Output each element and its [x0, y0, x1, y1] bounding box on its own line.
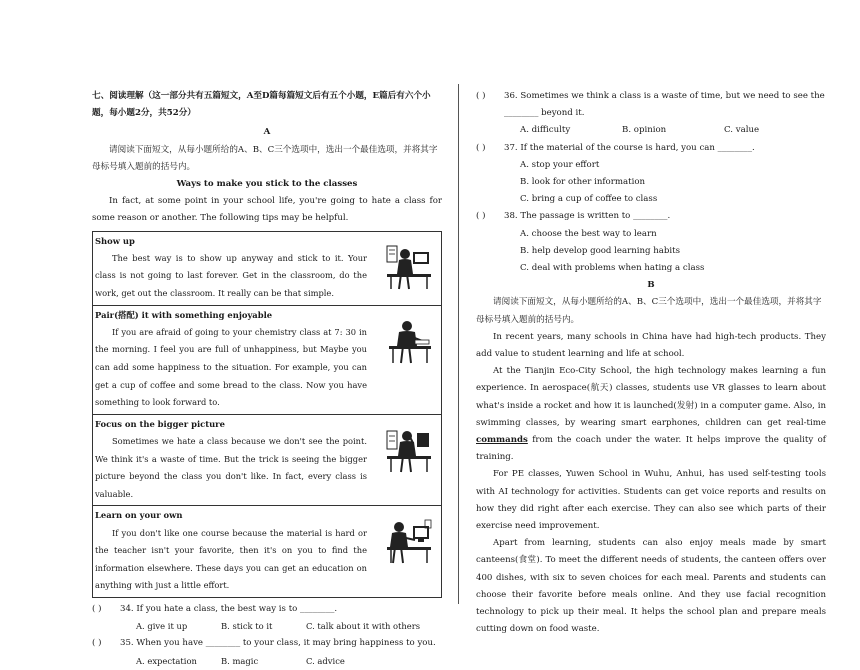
option-a: A. give it up — [136, 621, 188, 632]
passage-a-title: Ways to make you stick to the classes — [176, 179, 358, 190]
tip-body: Sometimes we hate a class because we don't see the point. We think it's a waste of time. But the trick is seeing the bigger picture beyond the class you don't like. In fact, every class is valuable. — [95, 435, 367, 499]
option-a: A. choose the best way to learn — [520, 228, 657, 239]
tip-title: Pair(搭配) it with something enjoyable — [95, 309, 273, 320]
option-b: B. help develop good learning habits — [520, 245, 681, 256]
passage-b-paragraph-1: In recent years, many schools in China have had high-tech products. They add value to student learning and life at school. — [476, 331, 826, 360]
paragraph-text: from the coach under the water. It helps improve the quality of training. — [476, 435, 826, 463]
question-34-options — [92, 618, 442, 635]
answer-blank[interactable]: ( ) — [476, 142, 486, 153]
question-36 — [476, 88, 826, 122]
question-stem: 38. The passage is written to ________. — [504, 211, 671, 222]
question-34 — [92, 601, 442, 618]
passage-a-letter: A — [263, 127, 271, 138]
column-divider — [458, 84, 459, 604]
tip-body: If you don't like one course because the material is hard or the teacher isn't your favorite, then it's on you to find the information elsewhere. These days you can get an education on anything with just a little effort. — [95, 527, 367, 591]
student-computer-icon — [385, 518, 433, 564]
question-stem: 36. Sometimes we think a class is a waste of time, but we need to see the ________ beyond it. — [504, 91, 825, 119]
passage-b-letter: B — [647, 280, 655, 291]
passage-b-paragraph-3: For PE classes, Yuwen School in Wuhu, Anhui, has used self-testing tools with AI technology for activities. Students can get voice reports and results on how they did right after each exercise. They can also see which parts of their exercise need improvement. — [476, 469, 826, 532]
option-c: C. deal with problems when hating a class — [520, 263, 705, 274]
passage-a-instruction: 请阅读下面短文，从每小题所给的A、B、C三个选项中，选出一个最佳选项，并将其字母标号填入题前的括号内。 — [92, 144, 438, 172]
answer-blank[interactable]: ( ) — [92, 603, 102, 614]
tip-body: If you are afraid of going to your chemistry class at 7: 30 in the morning. I feel you are full of unhappiness, but Maybe you can add some happiness to the situation. For example, you can get a cup of coffee and some bread to the class. Now you have something to look forward to. — [95, 326, 367, 408]
question-37 — [476, 140, 826, 157]
paragraph-text: At the Tianjin Eco-City School, the high technology makes learning a fun experience. In aerospace(航天) classes, students use VR glasses to learn about what's inside a rocket and how it is launched(发射) in a computer game. Also, in swimming classes, by wearing smart earphones, children can get real-time — [476, 366, 826, 428]
tip-body: The best way is to show up anyway and stick to it. Your class is not going to last forever. Get in the classroom, do the work, get out the classroom. It really can be that simple. — [95, 252, 367, 299]
student-thinking-icon — [385, 427, 433, 473]
option-c: C. bring a cup of coffee to class — [520, 194, 658, 205]
question-35-options — [92, 653, 442, 670]
student-writing-icon — [385, 318, 433, 364]
option-c: C. advice — [306, 655, 345, 666]
right-column — [476, 88, 826, 639]
left-column — [92, 88, 442, 670]
passage-b-paragraph-2 — [476, 363, 826, 466]
tip-title: Learn on your own — [95, 510, 183, 521]
option-b: B. opinion — [622, 125, 667, 136]
tip-title: Focus on the bigger picture — [95, 418, 225, 429]
option-b: B. magic — [221, 655, 259, 666]
option-b: B. look for other information — [520, 177, 646, 188]
answer-blank[interactable]: ( ) — [476, 211, 486, 222]
question-36-options — [476, 122, 826, 139]
passage-b-paragraph-4: Apart from learning, students can also enjoy meals made by smart canteens(食堂). To meet the different needs of students, the canteen offers over 400 dishes, with six to seven choices for each meal. Parents and students can choose their favorite before meals online. And they use facial recognition technology to pick up their meal. It helps the school plan and prepare meals cutting down on food waste. — [476, 538, 826, 635]
tip-show-up — [93, 232, 441, 306]
tip-bigger-picture — [93, 415, 441, 507]
tip-learn-on-own — [93, 506, 441, 597]
answer-blank[interactable]: ( ) — [476, 91, 486, 101]
tip-title: Show up — [95, 235, 135, 246]
passage-a-intro: In fact, at some point in your school life, you're going to hate a class for some reason or another. The following tips may be helpful. — [92, 196, 442, 224]
question-37-options — [476, 157, 826, 209]
question-stem: 37. If the material of the course is hard, you can ________. — [504, 142, 755, 153]
option-c: C. talk about it with others — [306, 621, 421, 632]
tips-box — [92, 231, 442, 598]
student-desk-icon — [385, 244, 433, 290]
option-b: B. stick to it — [221, 621, 273, 632]
tip-pair — [93, 306, 441, 415]
question-35 — [92, 635, 442, 652]
passage-b-instruction: 请阅读下面短文，从每小题所给的A、B、C三个选项中，选出一个最佳选项，并将其字母标号填入题前的括号内。 — [476, 297, 822, 325]
question-stem: 35. When you have ________ to your class, it may bring happiness to you. — [120, 638, 436, 649]
option-c: C. value — [724, 125, 760, 136]
option-a: A. expectation — [136, 655, 197, 666]
option-a: A. difficulty — [520, 125, 571, 136]
question-38 — [476, 208, 826, 225]
answer-blank[interactable]: ( ) — [92, 638, 102, 649]
option-a: A. stop your effort — [520, 159, 600, 170]
question-stem: 34. If you hate a class, the best way is to ________. — [120, 603, 338, 614]
keyword-commands: commands — [476, 435, 528, 446]
section-title: 七、阅读理解（这一部分共有五篇短文，A至D篇每篇短文后有五个小题，E篇后有六个小题，每小题2分，共52分） — [92, 91, 431, 119]
question-38-options — [476, 226, 826, 278]
